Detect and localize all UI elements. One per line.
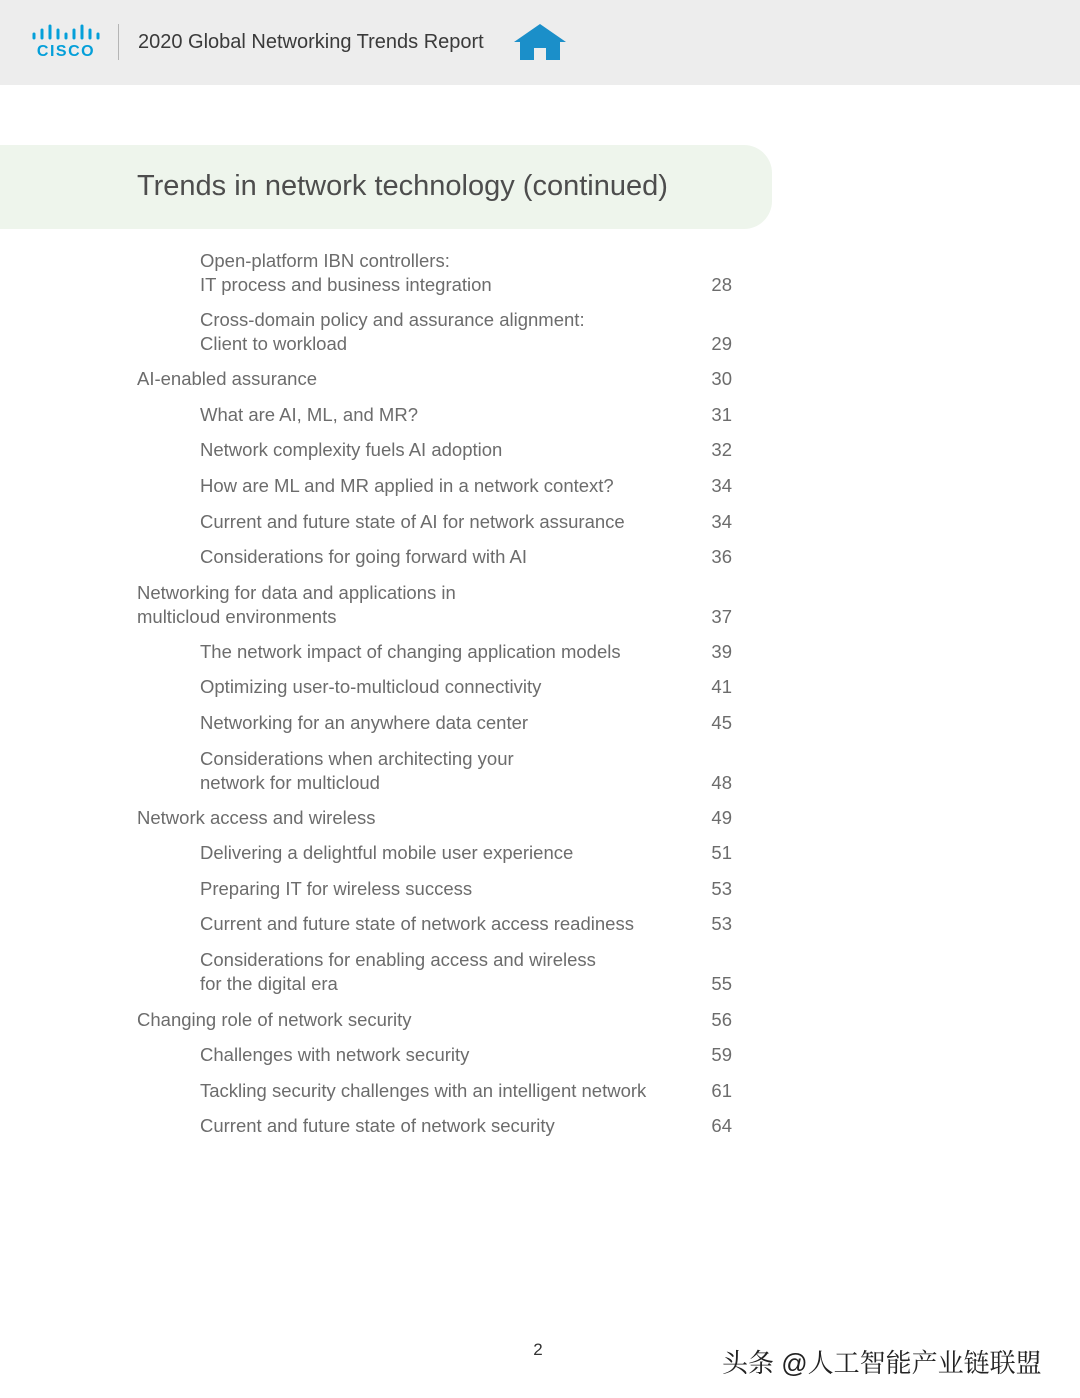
cisco-logo: [30, 24, 102, 64]
toc-entry-label: Considerations for enabling access and wireless for the digital era: [200, 949, 596, 994]
toc-entry-page[interactable]: 34: [711, 511, 732, 532]
toc-entry-page[interactable]: 53: [711, 913, 732, 934]
toc-entry-page[interactable]: 56: [711, 1009, 732, 1030]
toc-subsection-link[interactable]: [200, 841, 573, 865]
toc-entry-label: Considerations when architecting your network for multicloud: [200, 748, 514, 793]
toc-entry-label: What are AI, ML, and MR?: [200, 404, 418, 425]
toc-entry-label: Tackling security challenges with an intelligent network: [200, 1080, 647, 1101]
toc-entry-label: Current and future state of network security: [200, 1115, 555, 1136]
toc-subsection-link[interactable]: [200, 640, 621, 664]
toc-section-link[interactable]: [137, 367, 317, 391]
toc-subsection-link[interactable]: [200, 1079, 646, 1103]
toc-entry-page[interactable]: 51: [711, 842, 732, 863]
toc-subsection-link[interactable]: [200, 438, 502, 462]
toc-subsection-link[interactable]: [200, 948, 596, 995]
toc-subsection-link[interactable]: [200, 1114, 555, 1138]
toc-entry-page[interactable]: 41: [711, 676, 732, 697]
toc-entry-label: Network complexity fuels AI adoption: [200, 439, 503, 460]
toc-section-link[interactable]: [137, 1008, 412, 1032]
cisco-logo-text: CISCO: [36, 43, 96, 60]
toc-entry-page[interactable]: 34: [711, 475, 732, 496]
report-title: 2020 Global Networking Trends Report: [138, 31, 484, 53]
header-divider: [118, 24, 119, 60]
toc-entry-page[interactable]: 30: [711, 368, 732, 389]
toc-entry-label: Network access and wireless: [137, 807, 376, 828]
toc-subsection-link[interactable]: [200, 545, 527, 569]
toc-entry-page[interactable]: 53: [711, 878, 732, 899]
toc-entry-page[interactable]: 49: [711, 807, 732, 828]
toc-subsection-link[interactable]: [200, 877, 472, 901]
toc-entry-page[interactable]: 45: [711, 712, 732, 733]
toc-entry-label: Networking for data and applications in multicloud environments: [137, 582, 456, 627]
toc-entry-label: Considerations for going forward with AI: [200, 546, 528, 567]
toc-section-link[interactable]: [137, 581, 456, 628]
toc-entry-label: Cross-domain policy and assurance alignment: Client to workload: [200, 309, 585, 354]
watermark: 头条 @人工智能产业链联盟: [722, 1348, 1042, 1378]
toc-entry-label: Open-platform IBN controllers: IT process and business integration: [200, 250, 492, 295]
toc-entry-page[interactable]: 29: [711, 332, 732, 354]
toc-entry-page[interactable]: 31: [711, 404, 732, 425]
toc-subsection-link[interactable]: [200, 510, 625, 534]
toc-subsection-link[interactable]: [200, 403, 418, 427]
toc-entry-label: Delivering a delightful mobile user experience: [200, 842, 574, 863]
section-title: Trends in network technology (continued): [137, 170, 668, 202]
toc-subsection-link[interactable]: [200, 474, 614, 498]
toc-entry-page[interactable]: 55: [711, 972, 732, 994]
page-number: 2: [533, 1340, 543, 1359]
toc-entry-page[interactable]: 39: [711, 641, 732, 662]
toc-subsection-link[interactable]: [200, 1043, 469, 1067]
toc-subsection-link[interactable]: [200, 308, 585, 355]
toc-entry-page[interactable]: 32: [711, 439, 732, 460]
toc-entry-label: The network impact of changing application models: [200, 641, 621, 662]
toc-subsection-link[interactable]: [200, 711, 528, 735]
toc-subsection-link[interactable]: [200, 249, 492, 296]
toc-entry-page[interactable]: 61: [711, 1080, 732, 1101]
toc-entry-page[interactable]: 64: [711, 1115, 732, 1136]
report-header: [0, 0, 1080, 85]
toc-entry-label: Challenges with network security: [200, 1044, 470, 1065]
toc-entry-label: Current and future state of network access readiness: [200, 913, 634, 934]
toc-entry-label: Changing role of network security: [137, 1009, 412, 1030]
toc-entry-page[interactable]: 48: [711, 771, 732, 793]
toc-entry-label: Optimizing user-to-multicloud connectivity: [200, 676, 542, 697]
toc-entry-page[interactable]: 37: [711, 605, 732, 627]
toc-entry-page[interactable]: 36: [711, 546, 732, 567]
toc-entry-label: AI-enabled assurance: [137, 368, 317, 389]
toc-entry-page[interactable]: 59: [711, 1044, 732, 1065]
cisco-bars-icon: [30, 24, 102, 44]
toc-subsection-link[interactable]: [200, 912, 634, 936]
toc-entry-label: How are ML and MR applied in a network context?: [200, 475, 614, 496]
home-button[interactable]: [512, 22, 568, 64]
home-icon: [512, 22, 568, 64]
toc-entry-label: Preparing IT for wireless success: [200, 878, 473, 899]
toc-section-link[interactable]: [137, 806, 376, 830]
toc-entry-label: Current and future state of AI for network assurance: [200, 511, 625, 532]
toc-entry-page[interactable]: 28: [711, 273, 732, 295]
toc-subsection-link[interactable]: [200, 675, 541, 699]
toc-subsection-link[interactable]: [200, 747, 514, 794]
toc-entry-label: Networking for an anywhere data center: [200, 712, 529, 733]
